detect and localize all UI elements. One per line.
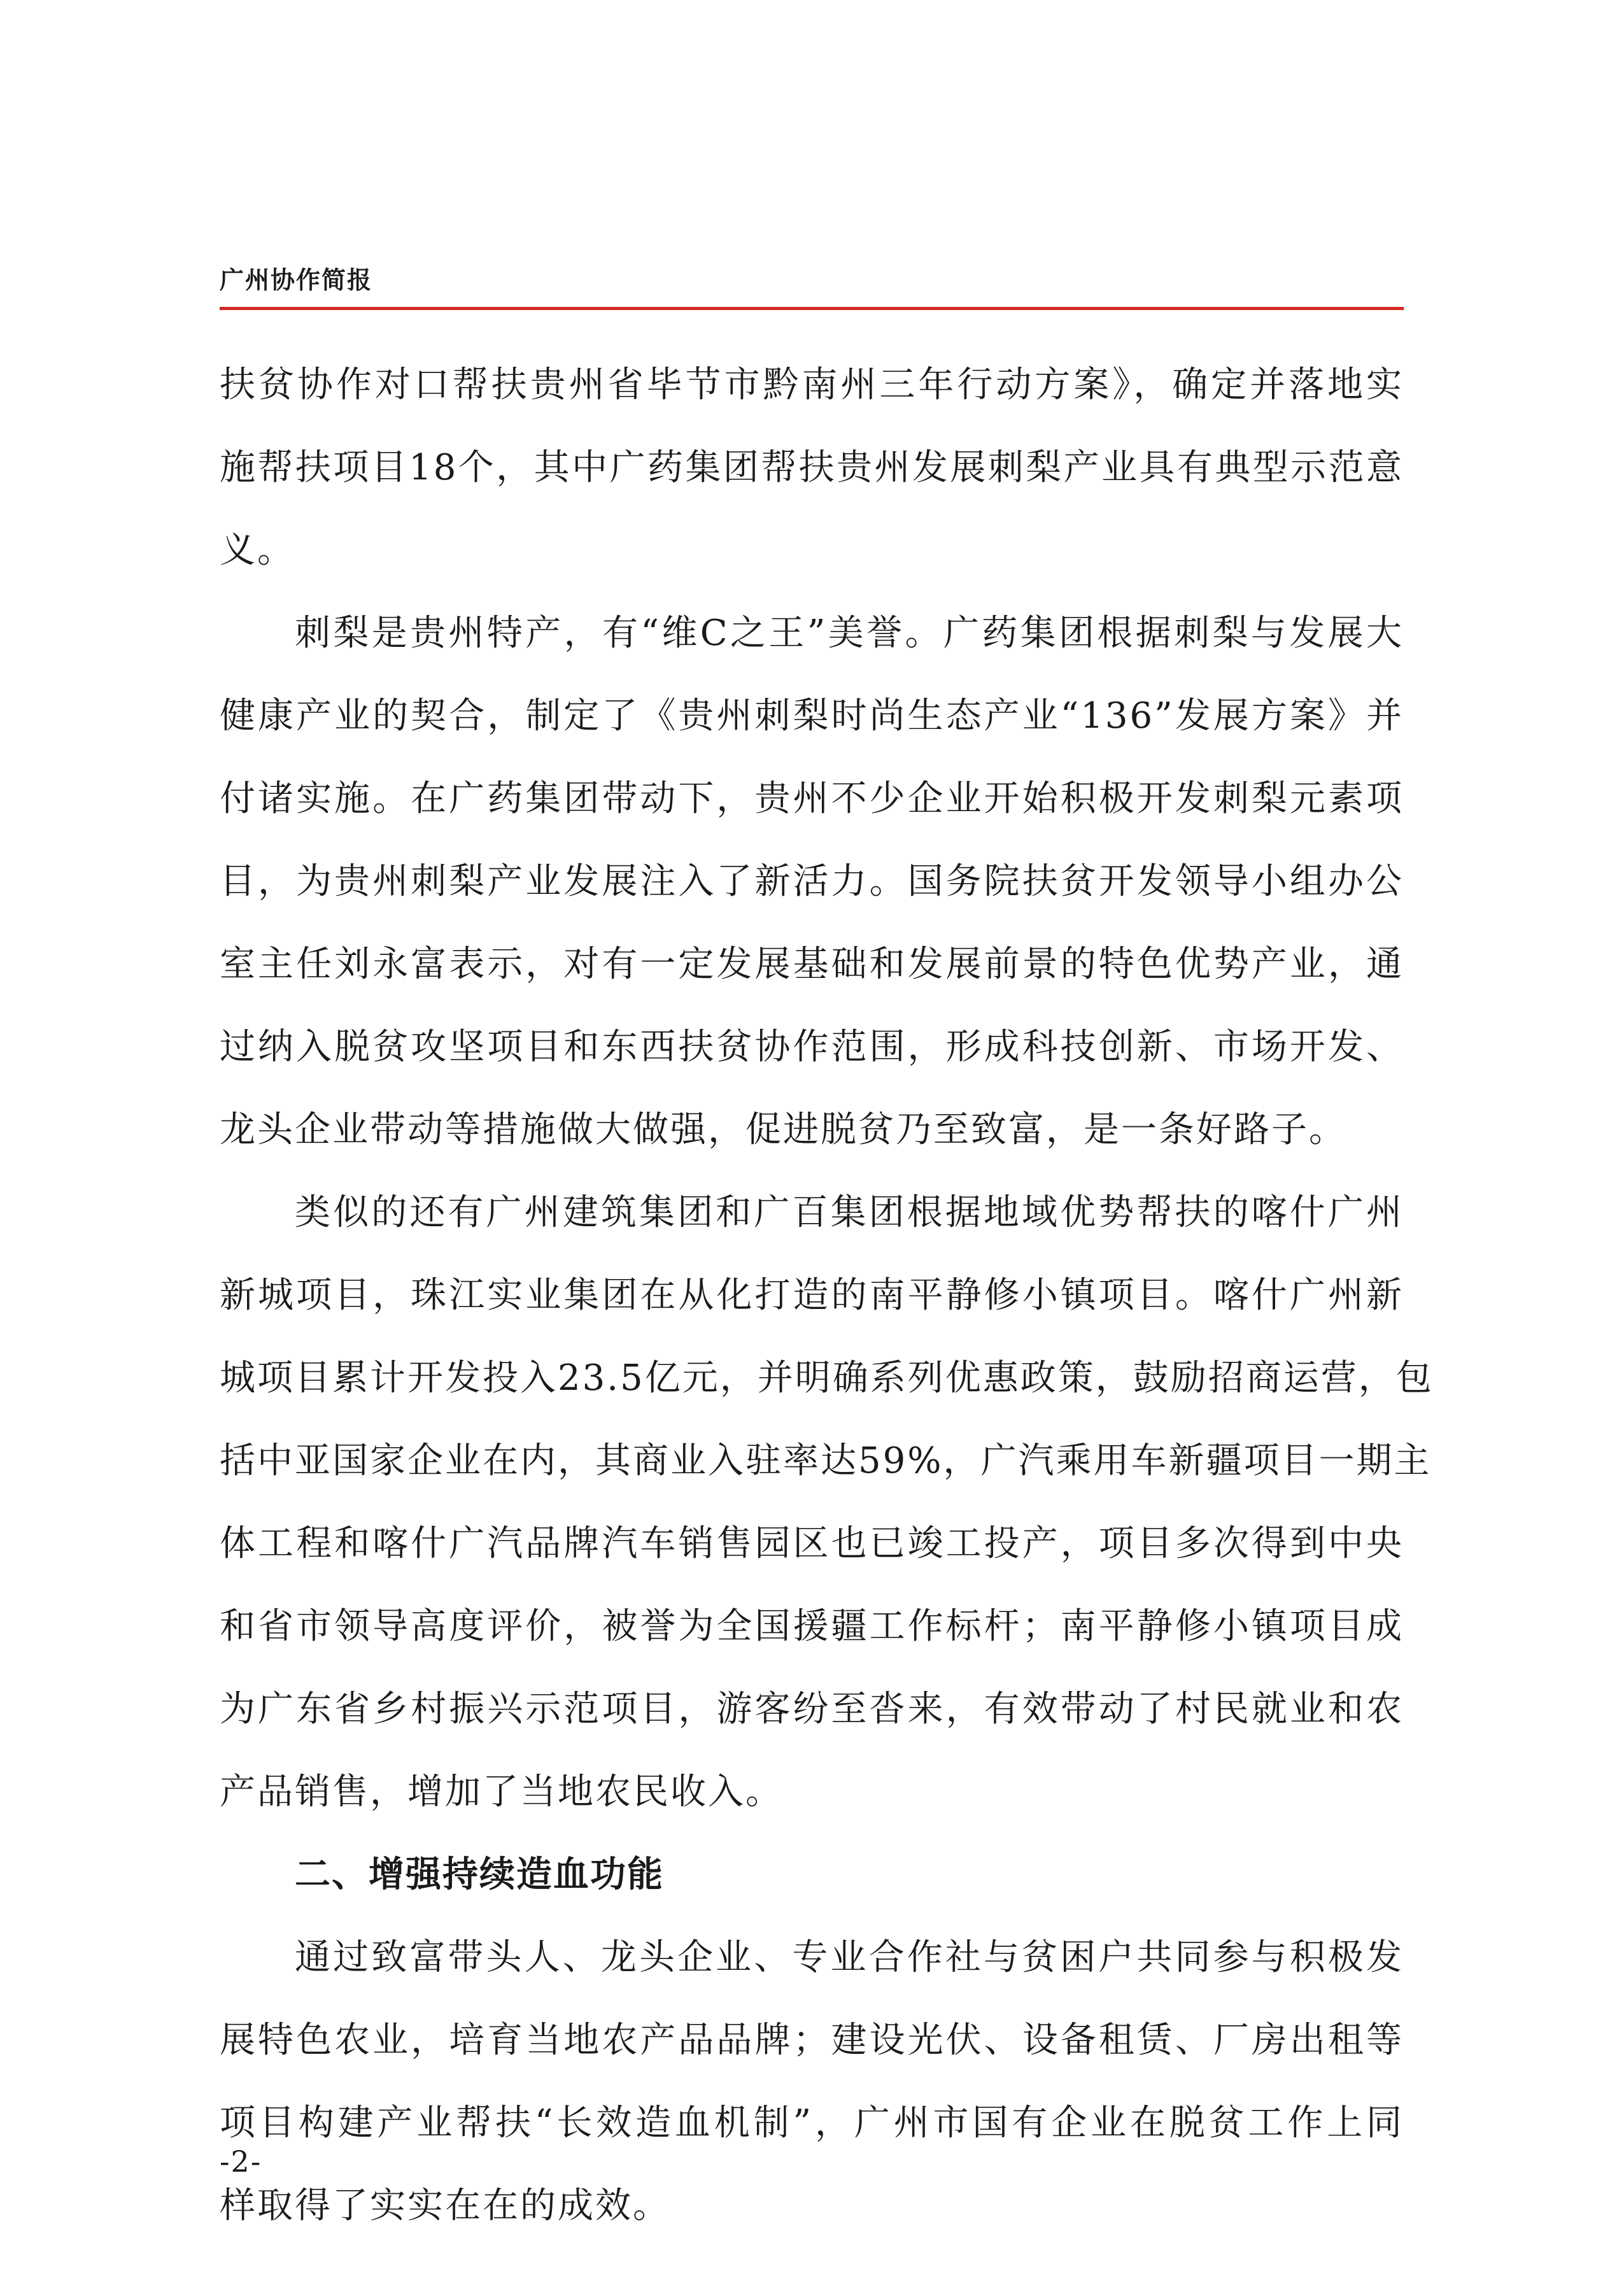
paragraph-first-line: 类似的还有广州建筑集团和广百集团根据地域优势帮扶的喀什广州 xyxy=(295,1192,1404,1233)
body-line: 新城项目，珠江实业集团在从化打造的南平静修小镇项目。喀什广州新 xyxy=(220,1275,1404,1316)
body-line: 展特色农业，培育当地农产品品牌；建设光伏、设备租赁、厂房出租等 xyxy=(220,2020,1404,2061)
page-number: -2- xyxy=(220,2144,262,2179)
body-line: 施帮扶项目18个，其中广药集团帮扶贵州发展刺梨产业具有典型示范意 xyxy=(220,447,1404,488)
body-line: 样取得了实实在在的成效。 xyxy=(220,2185,670,2226)
article-body xyxy=(220,344,1434,2247)
section-heading: 二、增强持续造血功能 xyxy=(295,1854,664,1895)
paragraph-first-line: 通过致富带头人、龙头企业、专业合作社与贫困户共同参与积极发 xyxy=(295,1937,1404,1978)
body-line: 义。 xyxy=(220,530,295,571)
paragraph-first-line: 刺梨是贵州特产，有“维C之王”美誉。广药集团根据刺梨与发展大 xyxy=(295,612,1404,654)
header-divider xyxy=(220,307,1404,310)
body-line: 扶贫协作对口帮扶贵州省毕节市黔南州三年行动方案》，确定并落地实 xyxy=(220,364,1404,406)
body-line: 室主任刘永富表示，对有一定发展基础和发展前景的特色优势产业，通 xyxy=(220,944,1404,985)
body-line: 体工程和喀什广汽品牌汽车销售园区也已竣工投产，项目多次得到中央 xyxy=(220,1523,1404,1564)
body-line: 括中亚国家企业在内，其商业入驻率达59%，广汽乘用车新疆项目一期主 xyxy=(220,1440,1432,1482)
body-line: 和省市领导高度评价，被誉为全国援疆工作标杆；南平静修小镇项目成 xyxy=(220,1606,1404,1647)
body-line: 付诸实施。在广药集团带动下，贵州不少企业开始积极开发刺梨元素项 xyxy=(220,778,1404,819)
body-line: 为广东省乡村振兴示范项目，游客纷至沓来，有效带动了村民就业和农 xyxy=(220,1688,1404,1730)
body-line: 产品销售，增加了当地农民收入。 xyxy=(220,1771,783,1813)
body-line: 城项目累计开发投入23.5亿元，并明确系列优惠政策，鼓励招商运营，包 xyxy=(220,1357,1434,1399)
body-line: 龙头企业带动等措施做大做强，促进脱贫乃至致富，是一条好路子。 xyxy=(220,1109,1346,1150)
body-line: 过纳入脱贫攻坚项目和东西扶贫协作范围，形成科技创新、市场开发、 xyxy=(220,1026,1404,1068)
body-line: 健康产业的契合，制定了《贵州刺梨时尚生态产业“136”发展方案》并 xyxy=(220,695,1404,737)
header-title: 广州协作简报 xyxy=(220,266,373,294)
body-line: 目，为贵州刺梨产业发展注入了新活力。国务院扶贫开发领导小组办公 xyxy=(220,861,1404,902)
body-line: 项目构建产业帮扶“长效造血机制”，广州市国有企业在脱贫工作上同 xyxy=(220,2102,1404,2144)
